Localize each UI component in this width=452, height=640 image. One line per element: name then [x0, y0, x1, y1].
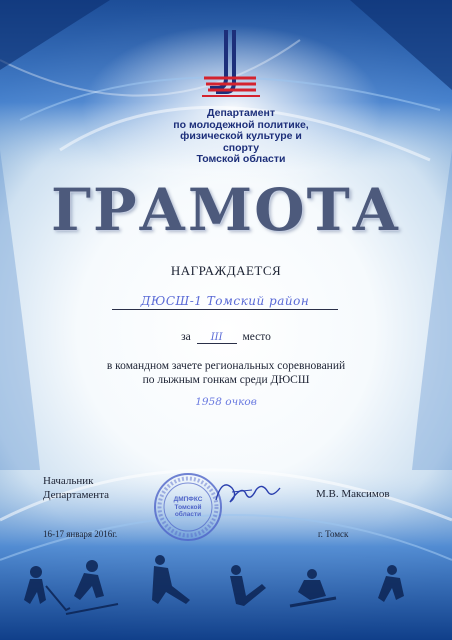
recipient-name: ДЮСШ-1 Томский район [112, 294, 338, 310]
place-suffix: место [242, 331, 271, 343]
department-name: Департамент по молодежной политике, физической культуре и спорту Томской области [173, 107, 309, 165]
signature [212, 474, 284, 508]
place-row [0, 331, 452, 344]
handwritten-score: 1958 очков [195, 396, 257, 408]
issue-date: 16-17 января 2016г. [43, 529, 118, 539]
certificate-title: ГРАМОТА [50, 176, 402, 244]
department-logo [196, 28, 262, 104]
place-prefix: за [181, 331, 191, 343]
signatory-position: Начальник Департамента [43, 475, 110, 501]
place-value: III [197, 332, 237, 344]
signatory-name: М.В. Максимов [316, 488, 390, 500]
award-description: в командном зачете региональных соревнований по лыжным гонкам среди ДЮСШ [106, 360, 346, 386]
issue-city: г. Томск [318, 529, 349, 539]
stamp-text: ДМПФКС Томской области [173, 496, 203, 518]
awarded-label: НАГРАЖДАЕТСЯ [170, 263, 282, 278]
